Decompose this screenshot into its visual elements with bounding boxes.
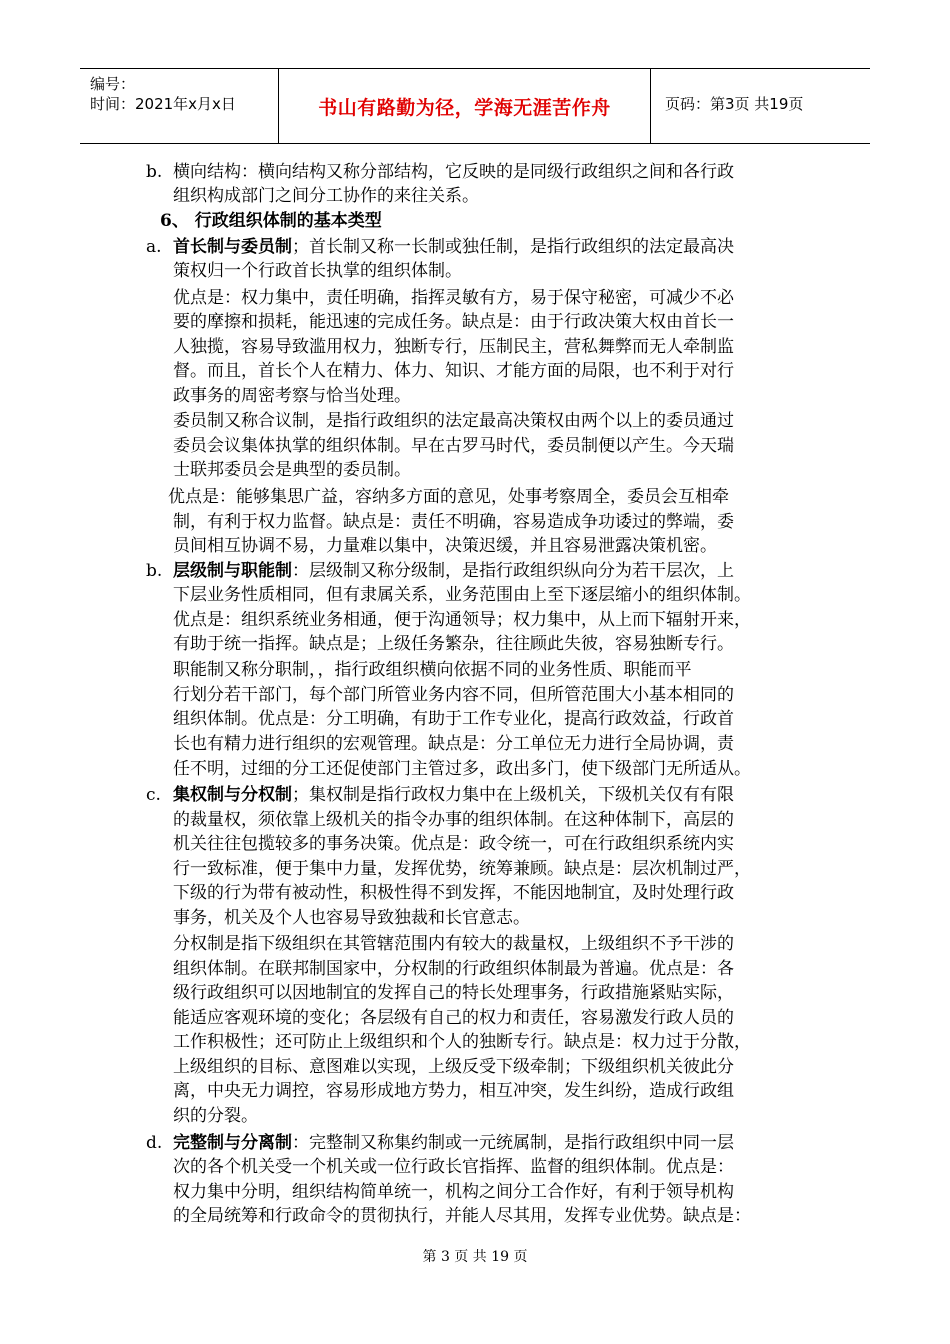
paragraph-line: 制，有利于权力监督。缺点是：责任不明确，容易造成争功诿过的弊端，委 xyxy=(173,512,734,532)
header-info-cell xyxy=(80,69,278,143)
item-title: 完整制与分离制 xyxy=(173,1133,292,1153)
list-marker-b: b. xyxy=(146,561,163,581)
paragraph-line: 集权制与分权制；集权制是指行政权力集中在上级机关，下级机关仅有有限 xyxy=(173,785,734,805)
paragraph-line: 优点是：组织系统业务相通，便于沟通领导；权力集中，从上而下辐射开来， xyxy=(173,610,751,630)
paragraph-line: 要的摩擦和损耗，能迅速的完成任务。缺点是：由于行政决策大权由首长一 xyxy=(173,312,734,332)
paragraph-line: 次的各个机关受一个机关或一位行政长官指挥、监督的组织体制。优点是： xyxy=(173,1157,734,1177)
paragraph-line: 政事务的周密考察与恰当处理。 xyxy=(173,386,411,406)
paragraph-line: 上级组织的目标、意图难以实现，上级反受下级牵制；下级组织机关彼此分 xyxy=(173,1057,734,1077)
header-page-number: 页码：第3页 共19页 xyxy=(665,95,804,113)
paragraph-line: 委员制又称合议制，是指行政组织的法定最高决策权由两个以上的委员通过 xyxy=(173,411,734,431)
list-marker-d: d. xyxy=(146,1133,163,1153)
paragraph-line: 优点是：权力集中，责任明确，指挥灵敏有方，易于保守秘密，可减少不必 xyxy=(173,288,734,308)
paragraph-line: 有助于统一指挥。缺点是；上级任务繁杂，往往顾此失彼，容易独断专行。 xyxy=(173,634,734,654)
item-title: 首长制与委员制 xyxy=(173,237,292,257)
paragraph-line: 的全局统筹和行政命令的贯彻执行，并能人尽其用，发挥专业优势。缺点是： xyxy=(173,1206,751,1226)
page-header xyxy=(80,68,870,144)
item-title: 集权制与分权制 xyxy=(173,785,292,805)
paragraph-line: 组织体制。在联邦制国家中，分权制的行政组织体制最为普遍。优点是：各 xyxy=(173,959,734,979)
paragraph-line: 织的分裂。 xyxy=(173,1106,258,1126)
paragraph-line: 首长制与委员制；首长制又称一长制或独任制，是指行政组织的法定最高决 xyxy=(173,237,734,257)
paragraph-line: 事务，机关及个人也容易导致独裁和长官意志。 xyxy=(173,908,530,928)
paragraph-line: 策权归一个行政首长执掌的组织体制。 xyxy=(173,261,462,281)
paragraph-line: 行一致标准，便于集中力量，发挥优势，统筹兼顾。缺点是：层次机制过严， xyxy=(173,859,751,879)
paragraph-line: 任不明，过细的分工还促使部门主管过多，政出多门，使下级部门无所适从。 xyxy=(173,759,751,779)
list-marker-c: c. xyxy=(146,785,161,805)
paragraph-line: 长也有精力进行组织的宏观管理。缺点是：分工单位无力进行全局协调，责 xyxy=(173,734,734,754)
section-heading: 6、 行政组织体制的基本类型 xyxy=(160,211,382,231)
document-time-label: 时间：2021年x月x日 xyxy=(90,95,236,113)
paragraph-line: 下级的行为带有被动性，积极性得不到发挥，不能因地制宜，及时处理行政 xyxy=(173,883,734,903)
paragraph-line: 层级制与职能制：层级制又称分级制，是指行政组织纵向分为若干层次，上 xyxy=(173,561,734,581)
list-marker-a: a. xyxy=(146,237,162,257)
paragraph-line: 职能制又称分职制，，指行政组织横向依据不同的业务性质、职能而平 xyxy=(173,660,692,680)
header-motto: 书山有路勤为径，学海无涯苦作舟 xyxy=(318,97,611,119)
paragraph-line: 下层业务性质相同，但有隶属关系，业务范围由上至下逐层缩小的组织体制。 xyxy=(173,585,751,605)
paragraph-line: 优点是：能够集思广益，容纳多方面的意见，处事考察周全，委员会互相牵 xyxy=(168,487,729,507)
paragraph-line: 组织体制。优点是：分工明确，有助于工作专业化，提高行政效益，行政首 xyxy=(173,709,734,729)
paragraph-line: 能适应客观环境的变化；各层级有自己的权力和责任，容易激发行政人员的 xyxy=(173,1008,734,1028)
paragraph-line: 工作积极性；还可防止上级组织和个人的独断专行。缺点是：权力过于分散， xyxy=(173,1032,751,1052)
paragraph-line: 人独揽，容易导致滥用权力，独断专行，压制民主，营私舞弊而无人牵制监 xyxy=(173,337,734,357)
paragraph-line: 权力集中分明，组织结构简单统一，机构之间分工合作好，有利于领导机构 xyxy=(173,1182,734,1202)
paragraph-line: 分权制是指下级组织在其管辖范围内有较大的裁量权，上级组织不予干涉的 xyxy=(173,934,734,954)
paragraph-line: 员间相互协调不易，力量难以集中，决策迟缓，并且容易泄露决策机密。 xyxy=(173,536,717,556)
paragraph-line: 横向结构：横向结构又称分部结构，它反映的是同级行政组织之间和各行政 xyxy=(173,162,734,182)
header-motto-cell xyxy=(278,69,651,143)
paragraph-line: 委员会议集体执掌的组织体制。早在古罗马时代，委员制便以产生。今天瑞 xyxy=(173,436,734,456)
paragraph-line: 督。而且，首长个人在精力、体力、知识、才能方面的局限，也不利于对行 xyxy=(173,361,734,381)
paragraph-line: 的裁量权，须依靠上级机关的指令办事的组织体制。在这种体制下，高层的 xyxy=(173,810,734,830)
paragraph-line: 级行政组织可以因地制宜的发挥自己的特长处理事务，行政措施紧贴实际， xyxy=(173,983,734,1003)
page-footer: 第 3 页 共 19 页 xyxy=(422,1249,528,1265)
paragraph-line: 行划分若干部门，每个部门所管业务内容不同，但所管范围大小基本相同的 xyxy=(173,685,734,705)
item-title: 层级制与职能制 xyxy=(173,561,292,581)
paragraph-line: 离，中央无力调控，容易形成地方势力，相互冲突，发生纠纷，造成行政组 xyxy=(173,1081,734,1101)
list-marker-b: b. xyxy=(146,162,163,182)
paragraph-line: 组织构成部门之间分工协作的来往关系。 xyxy=(173,186,479,206)
paragraph-line: 机关往往包揽较多的事务决策。优点是：政令统一，可在行政组织系统内实 xyxy=(173,834,734,854)
paragraph-line: 士联邦委员会是典型的委员制。 xyxy=(173,460,411,480)
document-number-label: 编号： xyxy=(90,75,136,93)
header-page-cell xyxy=(651,69,870,143)
paragraph-line: 完整制与分离制：完整制又称集约制或一元统属制，是指行政组织中同一层 xyxy=(173,1133,734,1153)
